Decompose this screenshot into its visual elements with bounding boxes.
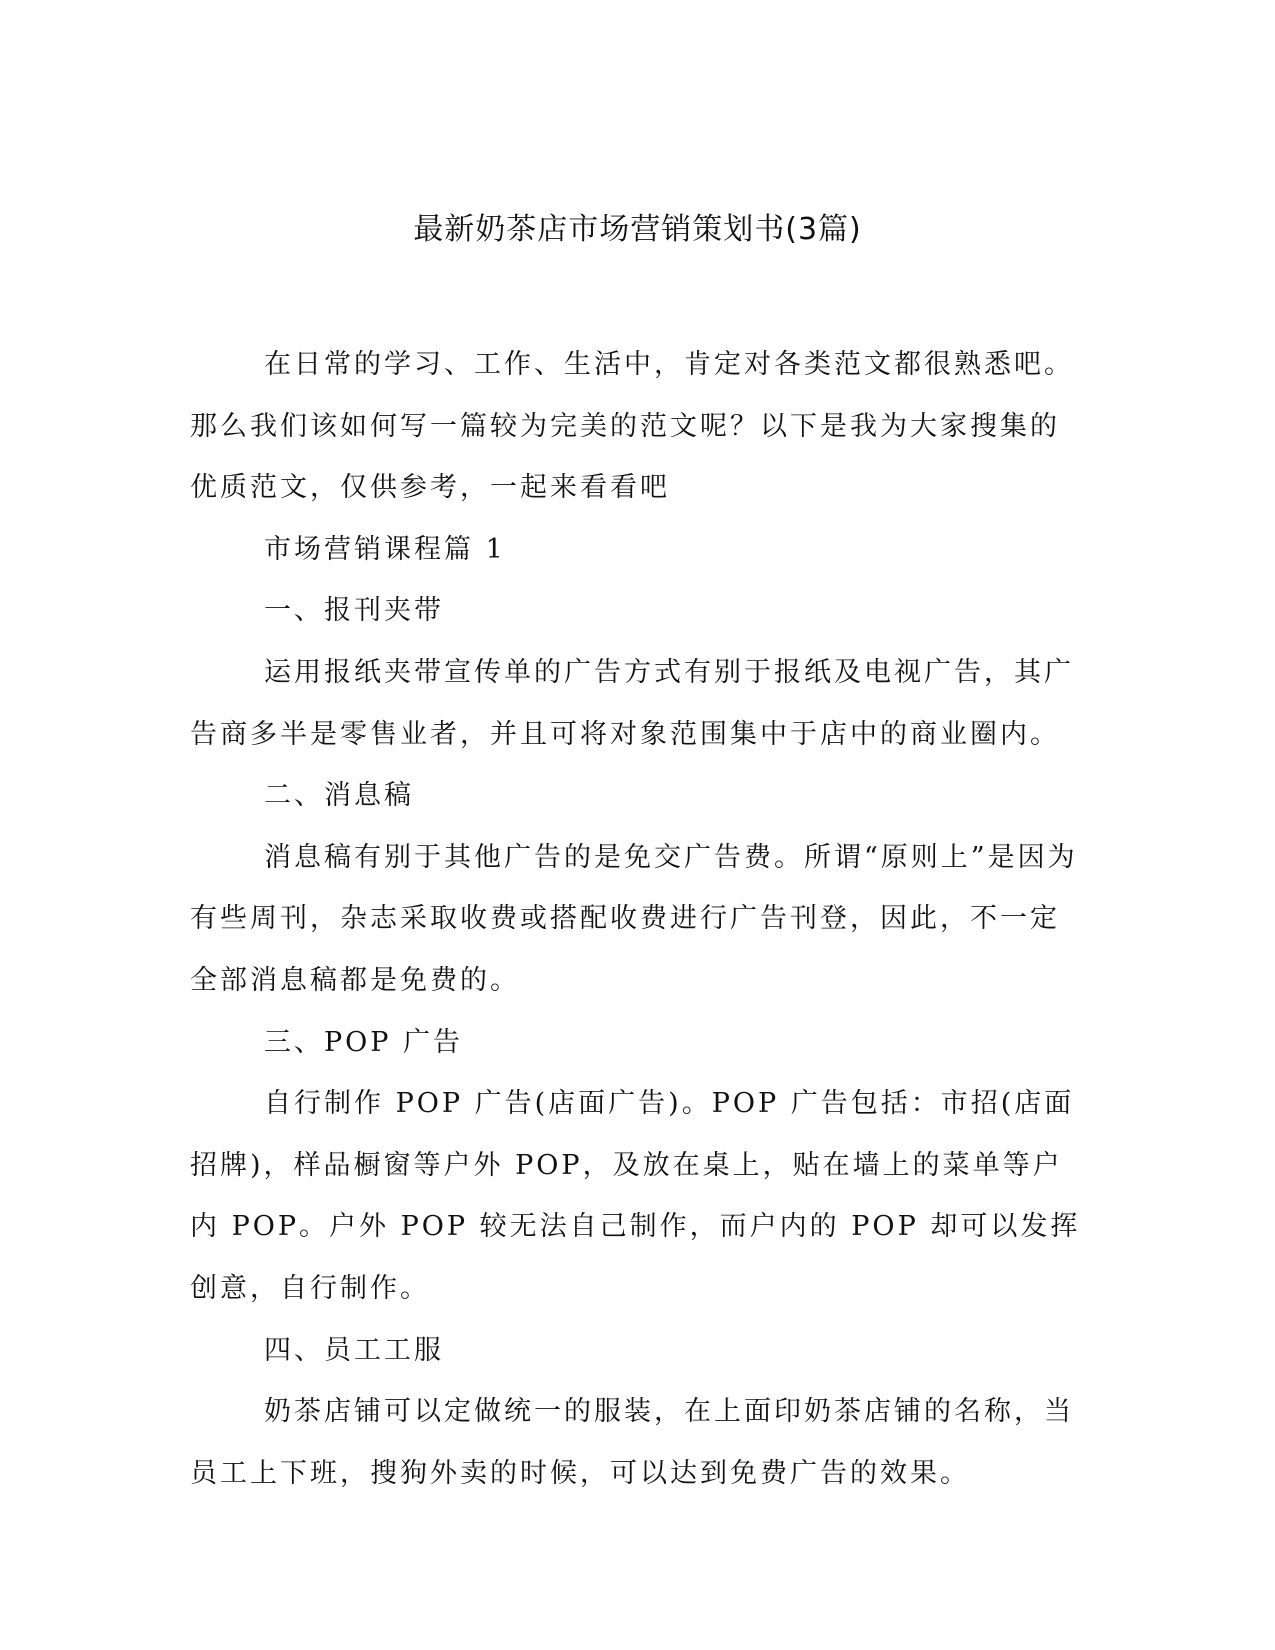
paragraph-news-release: 消息稿有别于其他广告的是免交广告费。所谓“原则上”是因为有些周刊，杂志采取收费或搭配收费进行广告刊登，因此，不一定全部消息稿都是免费的。	[190, 841, 1078, 996]
document-title: 最新奶茶店市场营销策划书(3篇)	[413, 212, 862, 247]
paragraph-pop-ad: 自行制作 POP 广告(店面广告)。POP 广告包括：市招(店面招牌)，样品橱窗等户外 POP，及放在桌上，贴在墙上的菜单等户内 POP。户外 POP 较无法自己制作，而户内的 POP 却可以发挥创意，自行制作。	[190, 1088, 1081, 1304]
intro-paragraph: 在日常的学习、工作、生活中，肯定对各类范文都很熟悉吧。那么我们该如何写一篇较为完美的范文呢？以下是我为大家搜集的优质范文，仅供参考，一起来看看吧	[190, 349, 1074, 504]
paragraph-uniform: 奶茶店铺可以定做统一的服装，在上面印奶茶店铺的名称，当员工上下班，搜狗外卖的时候，可以达到免费广告的效果。	[190, 1396, 1074, 1489]
subheading-news-release: 二、消息稿	[264, 780, 414, 812]
section-heading: 市场营销课程篇 1	[264, 533, 506, 565]
subheading-pop-ad: 三、POP 广告	[264, 1026, 464, 1058]
subheading-uniform: 四、员工工服	[264, 1334, 444, 1366]
subheading-newspaper-insert: 一、报刊夹带	[264, 595, 444, 627]
paragraph-newspaper-insert: 运用报纸夹带宣传单的广告方式有别于报纸及电视广告，其广告商多半是零售业者，并且可将对象范围集中于店中的商业圈内。	[190, 656, 1074, 750]
document-body	[190, 334, 1082, 1504]
